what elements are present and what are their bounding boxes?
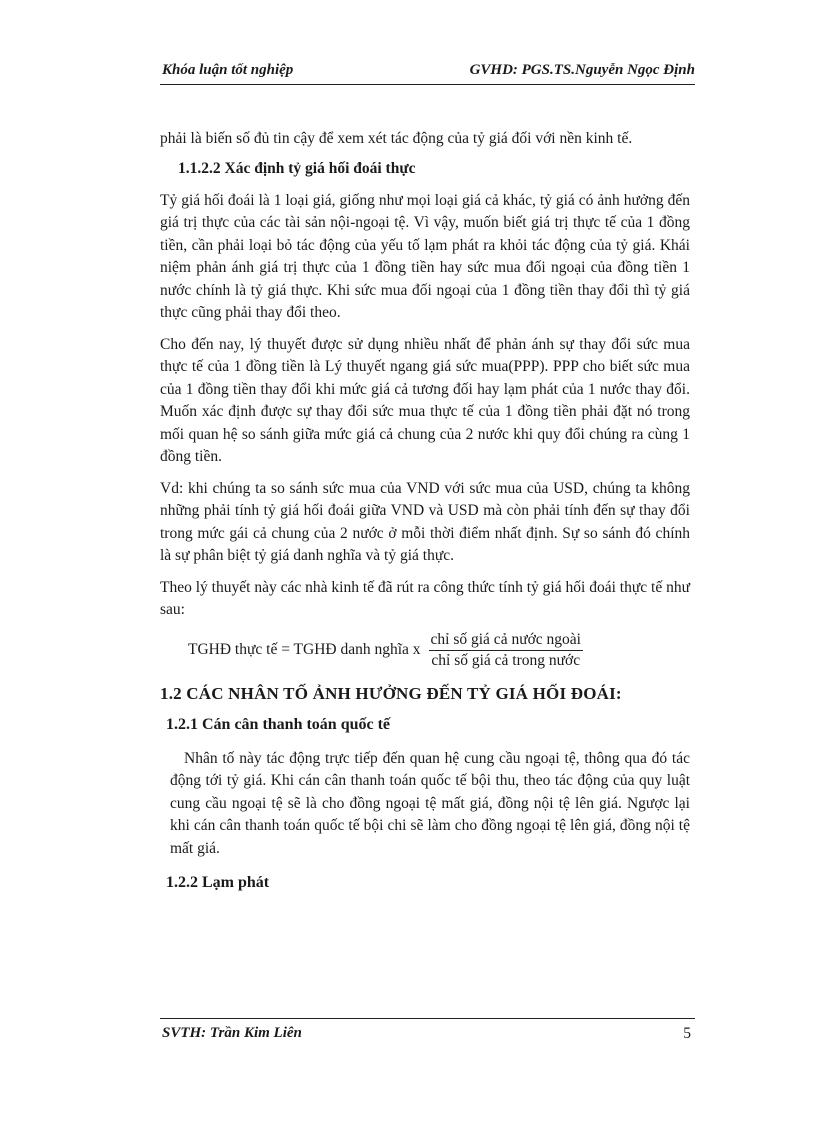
heading-1-1-2-2: 1.1.2.2 Xác định tỷ giá hối đoái thực bbox=[178, 159, 416, 177]
page-content bbox=[160, 128, 690, 906]
heading-1-2-2: 1.2.2 Lạm phát bbox=[166, 874, 270, 891]
formula-lhs: TGHĐ thực tế = TGHĐ danh nghĩa x bbox=[188, 641, 421, 658]
paragraph-continuation: phải là biến số đủ tin cậy để xem xét tác động của tỷ giá đối với nền kinh tế. bbox=[160, 130, 633, 147]
exchange-rate-formula bbox=[188, 631, 690, 670]
footer-author: SVTH: Trần Kim Liên bbox=[162, 1025, 302, 1041]
header-advisor: GVHD: PGS.TS.Nguyễn Ngọc Định bbox=[469, 62, 695, 78]
paragraph-balance-of-payments: Nhân tố này tác động trực tiếp đến quan hệ cung cầu ngoại tệ, thông qua đó tác động tới tỷ giá. Khi cán cân thanh toán quốc tế bội thu, theo tác động của quy luật cung cầu ngoại tệ sẽ là cho đồng ngoại tệ mất giá, đồng nội tệ lên giá. Ngược lại khi cán cân thanh toán quốc tế bội chi sẽ làm cho đồng ngoại tệ lên giá, đồng nội tệ mất giá. bbox=[170, 749, 690, 857]
paragraph-real-exchange-rate: Tỷ giá hối đoái là 1 loại giá, giống như mọi loại giá cả khác, tỷ giá có ảnh hưởng đến giá trị thực của các tài sản nội-ngoại tệ. Vì vậy, muốn biết giá trị thực tế của 1 đồng tiền, cần phải loại bỏ tác động của yếu tố lạm phát ra khỏi tác động của tỷ giá. Khái niệm phản ánh giá trị thực của 1 đồng tiền hay sức mua đối ngoại của đồng tiền 1 nước chính là tỷ giá thực. Khi sức mua đối ngoại của 1 đồng tiền thay đổi thì tỷ giá thực cũng phải thay đổi theo. bbox=[160, 191, 690, 321]
paragraph-formula-intro: Theo lý thuyết này các nhà kinh tế đã rút ra công thức tính tỷ giá hối đoái thực tế như sau: bbox=[160, 578, 690, 618]
page-header bbox=[160, 58, 695, 85]
formula-numerator: chỉ số giá cả nước ngoài bbox=[429, 631, 583, 651]
formula-fraction bbox=[429, 631, 583, 670]
heading-1-2: 1.2 CÁC NHÂN TỐ ẢNH HƯỞNG ĐẾN TỶ GIÁ HỐI ĐOÁI: bbox=[160, 683, 622, 703]
heading-1-2-1: 1.2.1 Cán cân thanh toán quốc tế bbox=[166, 715, 391, 733]
page-footer bbox=[160, 1018, 695, 1047]
header-thesis-title: Khóa luận tốt nghiệp bbox=[162, 62, 294, 78]
paragraph-ppp-theory: Cho đến nay, lý thuyết được sử dụng nhiều nhất để phản ánh sự thay đổi sức mua thực tế của 1 đồng tiền là Lý thuyết ngang giá sức mua(PPP). PPP cho biết sức mua của 1 đồng tiền thay đổi khi mức giá cả tương đối hay lạm phát của 1 nước thay đổi. Muốn xác định được sự thay đổi sức mua thực tế của 1 đồng tiền phải đặt nó trong mối quan hệ so sánh giữa mức giá cả chung của 2 nước khi quy đổi chúng ra cùng 1 đồng tiền. bbox=[160, 335, 690, 465]
formula-denominator: chỉ số giá cả trong nước bbox=[431, 651, 581, 669]
page-number: 5 bbox=[683, 1025, 691, 1042]
paragraph-example: Vd: khi chúng ta so sánh sức mua của VND với sức mua của USD, chúng ta không những phải tính tỷ giá hối đoái giữa VND và USD mà còn phải tính đến sự thay đổi trong mức gái cả chung của 2 nước ở mỗi thời điểm nhất định. Sự so sánh đó chính là sự phân biệt tỷ giá danh nghĩa và tỷ giá thực. bbox=[160, 479, 690, 564]
